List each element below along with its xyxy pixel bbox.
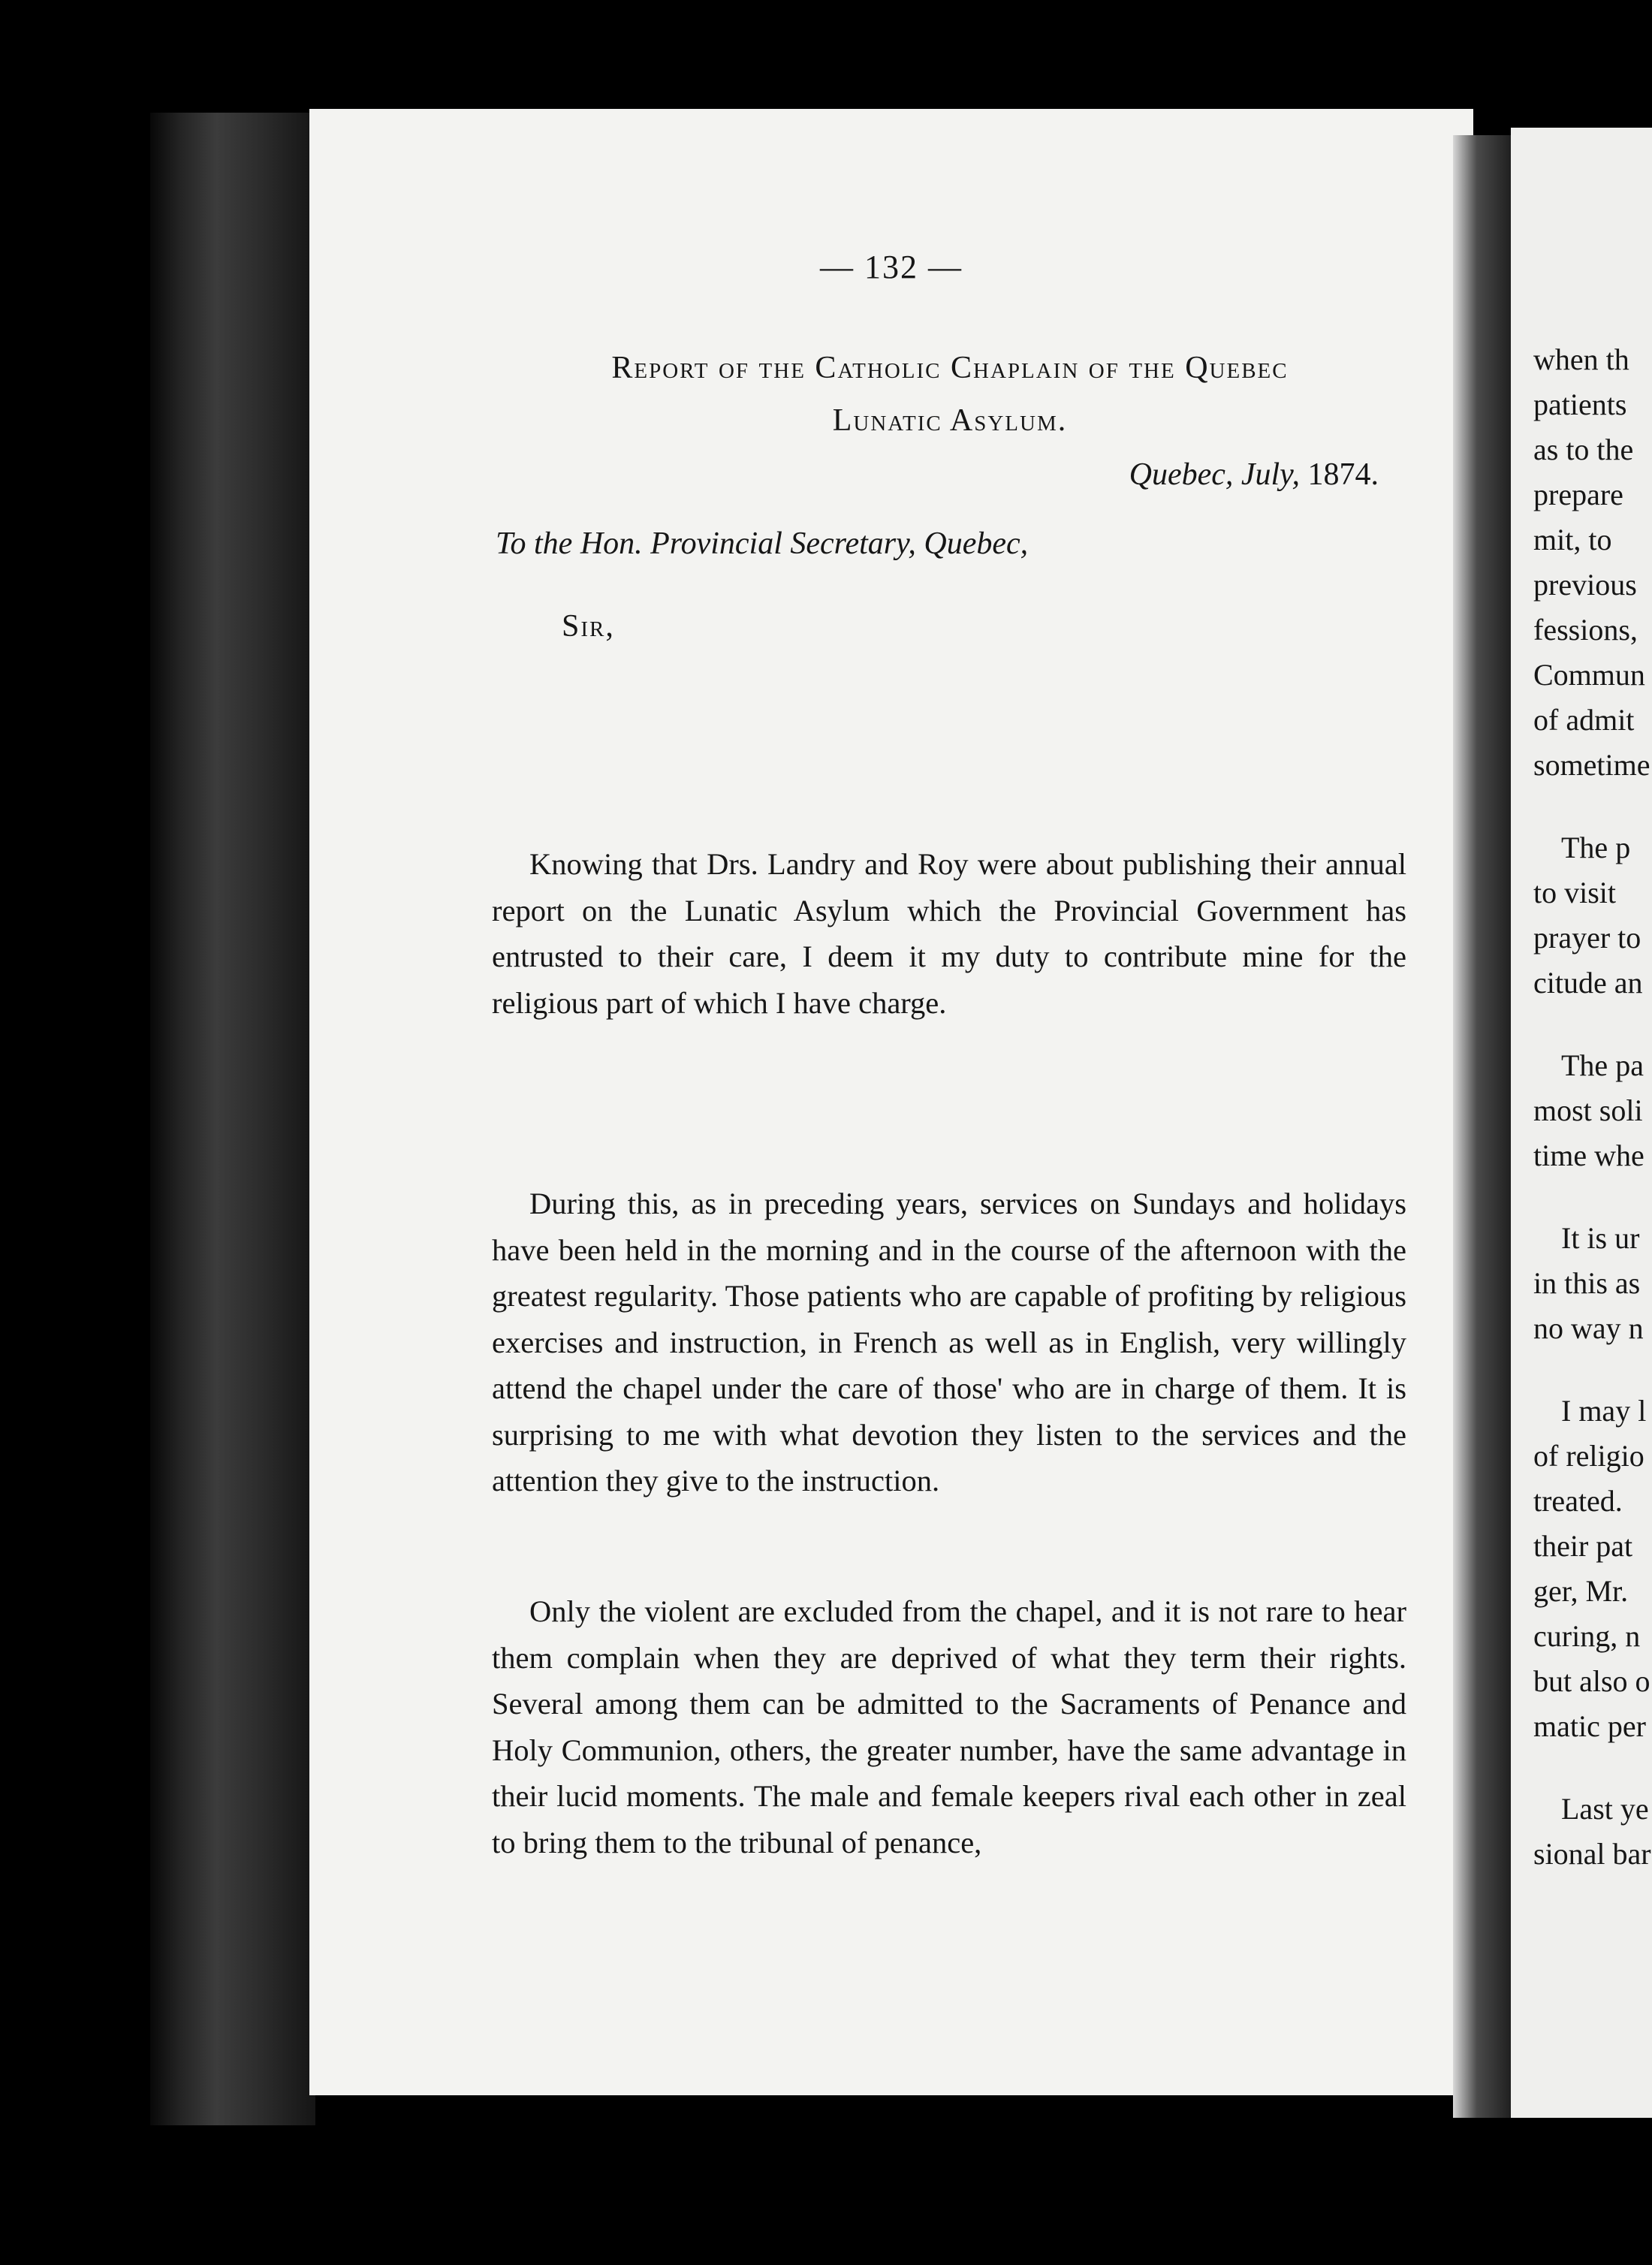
facing-line: but also o <box>1533 1664 1650 1698</box>
body-paragraph: Only the violent are excluded from the chapel, and it is not rare to hear them complain when they are deprived of what they term their rights. Several among them can be admitted to the Sacraments of Penance and Holy Communion, others, the greater number, have the same advantage in their lucid moments. The male and female keepers rival each other in zeal to bring them to the tribunal of penance, <box>492 1594 1406 1859</box>
page-number: — 132 — <box>820 249 963 285</box>
report-title-line-1: Report of the Catholic Chaplain of the Quebec <box>611 351 1289 385</box>
facing-line: previous <box>1533 568 1637 602</box>
facing-line: in this as <box>1533 1266 1641 1300</box>
dateline <box>1129 457 1379 493</box>
facing-line: ger, Mr. <box>1533 1574 1629 1608</box>
facing-line: time whe <box>1533 1139 1644 1172</box>
facing-line: sometime <box>1533 748 1650 782</box>
facing-line: most soli <box>1533 1093 1643 1127</box>
report-title-line-2: Lunatic Asylum. <box>832 403 1068 438</box>
facing-line: treated. <box>1533 1484 1623 1518</box>
report-title <box>488 342 1412 447</box>
facing-line: to visit <box>1533 876 1617 909</box>
facing-line: fessions, <box>1533 613 1638 647</box>
facing-line: curing, n <box>1533 1619 1641 1653</box>
facing-line: matic per <box>1533 1709 1646 1743</box>
facing-line: their pat <box>1533 1529 1633 1563</box>
facing-line: no way n <box>1533 1311 1644 1345</box>
facing-page <box>1511 128 1652 2118</box>
facing-line: citude an <box>1533 966 1643 1000</box>
facing-line: prayer to <box>1533 921 1641 955</box>
facing-line: The pa <box>1561 1048 1644 1082</box>
dateline-place: Quebec, July, <box>1129 457 1300 492</box>
body-paragraph: Knowing that Drs. Landry and Roy were about publishing their annual report on the Lunatic Asylum which the Provincial Government has entrusted to their care, I deem it my duty to contribute mine for the religious part of which I have charge. <box>492 847 1406 1020</box>
facing-line: as to the <box>1533 433 1634 466</box>
facing-line: I may l <box>1561 1394 1647 1428</box>
body-paragraph: During this, as in preceding years, services on Sundays and holidays have been held in the morning and in the course of the afternoon with the greatest regularity. Those patients who are capable of profiting by religious exercises and instruction, in French as well as in English, very willingly attend the chapel under the care of those' who are in charge of them. It is surprising to me with what devotion they listen to the services and the attention they give to the instruction. <box>492 1187 1406 1497</box>
facing-line: patients <box>1533 388 1627 421</box>
facing-line: of admit <box>1533 703 1635 737</box>
addressee: To the Hon. Provincial Secretary, Quebec, <box>496 526 1029 561</box>
facing-line: prepare <box>1533 478 1623 511</box>
facing-line: mit, to <box>1533 523 1612 556</box>
facing-line: sional bar <box>1533 1837 1651 1871</box>
facing-line: Last ye <box>1561 1792 1649 1826</box>
salutation: Sir, <box>562 609 615 644</box>
facing-line: It is ur <box>1561 1221 1640 1255</box>
facing-line: The p <box>1561 831 1631 864</box>
book-spine <box>150 113 315 2125</box>
facing-line: when th <box>1533 342 1629 376</box>
facing-line: of religio <box>1533 1439 1644 1473</box>
facing-line: Commun <box>1533 658 1645 692</box>
page-gutter-shadow <box>1453 135 1513 2118</box>
dateline-year: 1874. <box>1307 457 1379 492</box>
